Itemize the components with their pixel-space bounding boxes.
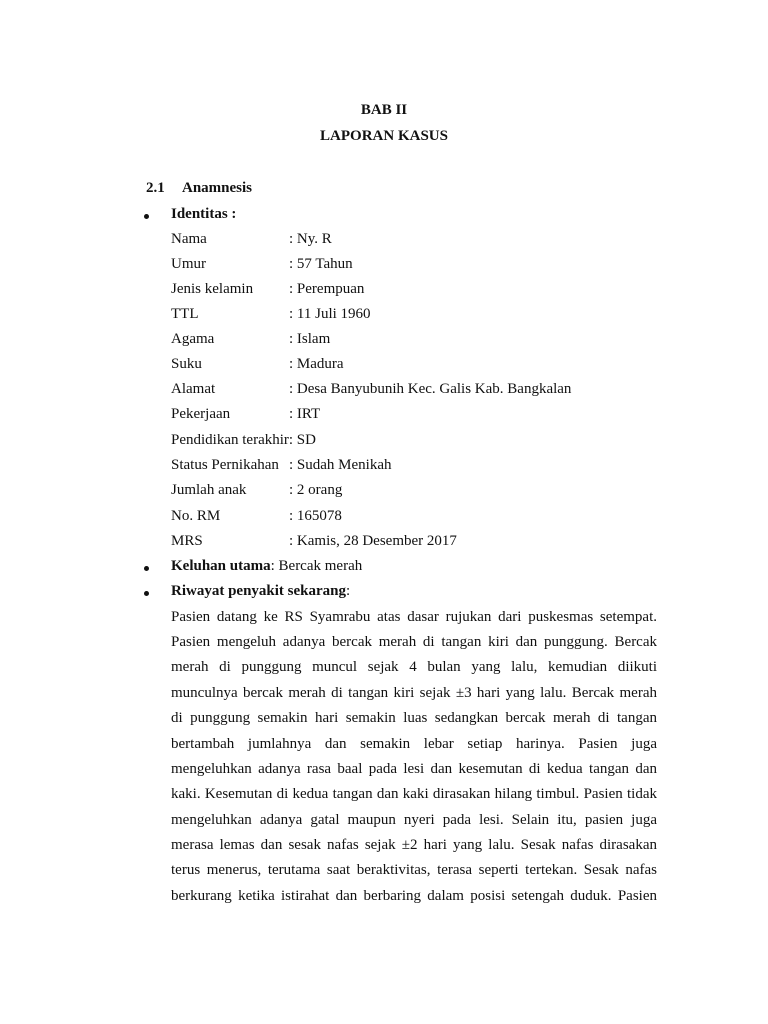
field-label: Alamat — [171, 381, 216, 397]
field-label: Pekerjaan — [171, 406, 231, 422]
field-value: : IRT — [289, 406, 321, 422]
paragraph-line: munculnya bercak merah di tangan kiri sejak ±3 hari yang lalu. Bercak merah — [171, 685, 657, 701]
field-value: : Ny. R — [289, 231, 332, 247]
identitas-row — [171, 432, 316, 449]
field-value: : 11 Juli 1960 — [289, 306, 371, 322]
paragraph-line: Pasien datang ke RS Syamrabu atas dasar rujukan dari puskesmas setempat. — [171, 609, 657, 625]
paragraph-line: bertambah jumlahnya dan semakin lebar setiap harinya. Pasien juga — [171, 736, 657, 752]
section-heading — [146, 180, 252, 197]
paragraph-line: mengeluhkan adanya rasa baal pada lesi dan kesemutan di kedua tangan dan — [171, 761, 657, 777]
field-label: Agama — [171, 331, 215, 347]
field-label: Pendidikan terakhir — [171, 432, 289, 448]
field-value: : Perempuan — [289, 281, 365, 297]
riwayat-label: Riwayat penyakit sekarang — [171, 583, 347, 599]
field-value: : 57 Tahun — [289, 256, 353, 272]
field-value: : SD — [288, 432, 316, 448]
chapter-heading: BAB II — [360, 102, 408, 118]
section-number: 2.1 — [146, 180, 165, 196]
field-label: Nama — [171, 231, 207, 247]
field-label: Umur — [171, 256, 206, 272]
field-label: Suku — [171, 356, 202, 372]
chapter-title: LAPORAN KASUS — [320, 128, 448, 144]
paragraph-line: di punggung semakin hari semakin luas sedangkan bercak merah di tangan — [171, 710, 657, 726]
field-value: : 2 orang — [289, 482, 343, 498]
riwayat-suffix: : — [346, 583, 351, 599]
field-label: No. RM — [171, 508, 221, 524]
field-value: : Kamis, 28 Desember 2017 — [289, 533, 457, 549]
paragraph-line: merah di punggung muncul sejak 4 bulan yang lalu, kemudian diikuti — [171, 659, 657, 675]
paragraph-line: kaki. Kesemutan di kedua tangan dan kaki dirasakan hilang timbul. Pasien tidak — [171, 786, 657, 802]
paragraph-line: Pasien mengeluh adanya bercak merah di tangan kiri dan punggung. Bercak — [171, 634, 657, 650]
field-label: Status Pernikahan — [171, 457, 279, 473]
bullet-icon — [144, 566, 149, 571]
keluhan-label: Keluhan utama — [171, 558, 271, 574]
paragraph-line: terus menerus, terutama saat beraktivitas, terasa seperti tertekan. Sesak nafas — [171, 862, 657, 878]
field-value: : 165078 — [289, 508, 342, 524]
bullet-icon — [144, 214, 149, 219]
paragraph-line: berkurang ketika istirahat dan berbaring dalam posisi setengah duduk. Pasien — [171, 888, 657, 904]
field-value: : Sudah Menikah — [289, 457, 392, 473]
paragraph-line: merasa lemas dan sesak nafas sejak ±2 hari yang lalu. Sesak nafas dirasakan — [171, 837, 657, 853]
field-label: Jenis kelamin — [171, 281, 254, 297]
paragraph-line: mengeluhkan adanya gatal maupun nyeri pada lesi. Selain itu, pasien juga — [171, 812, 657, 828]
field-label: Jumlah anak — [171, 482, 247, 498]
identitas-label: Identitas : — [171, 206, 237, 222]
field-value: : Islam — [289, 331, 331, 347]
bullet-icon — [144, 591, 149, 596]
keluhan-value: : Bercak merah — [270, 558, 363, 574]
field-value: : Desa Banyubunih Kec. Galis Kab. Bangkalan — [289, 381, 572, 397]
field-value: : Madura — [289, 356, 344, 372]
field-label: TTL — [171, 306, 199, 322]
section-title: Anamnesis — [182, 180, 253, 196]
field-label: MRS — [171, 533, 203, 549]
